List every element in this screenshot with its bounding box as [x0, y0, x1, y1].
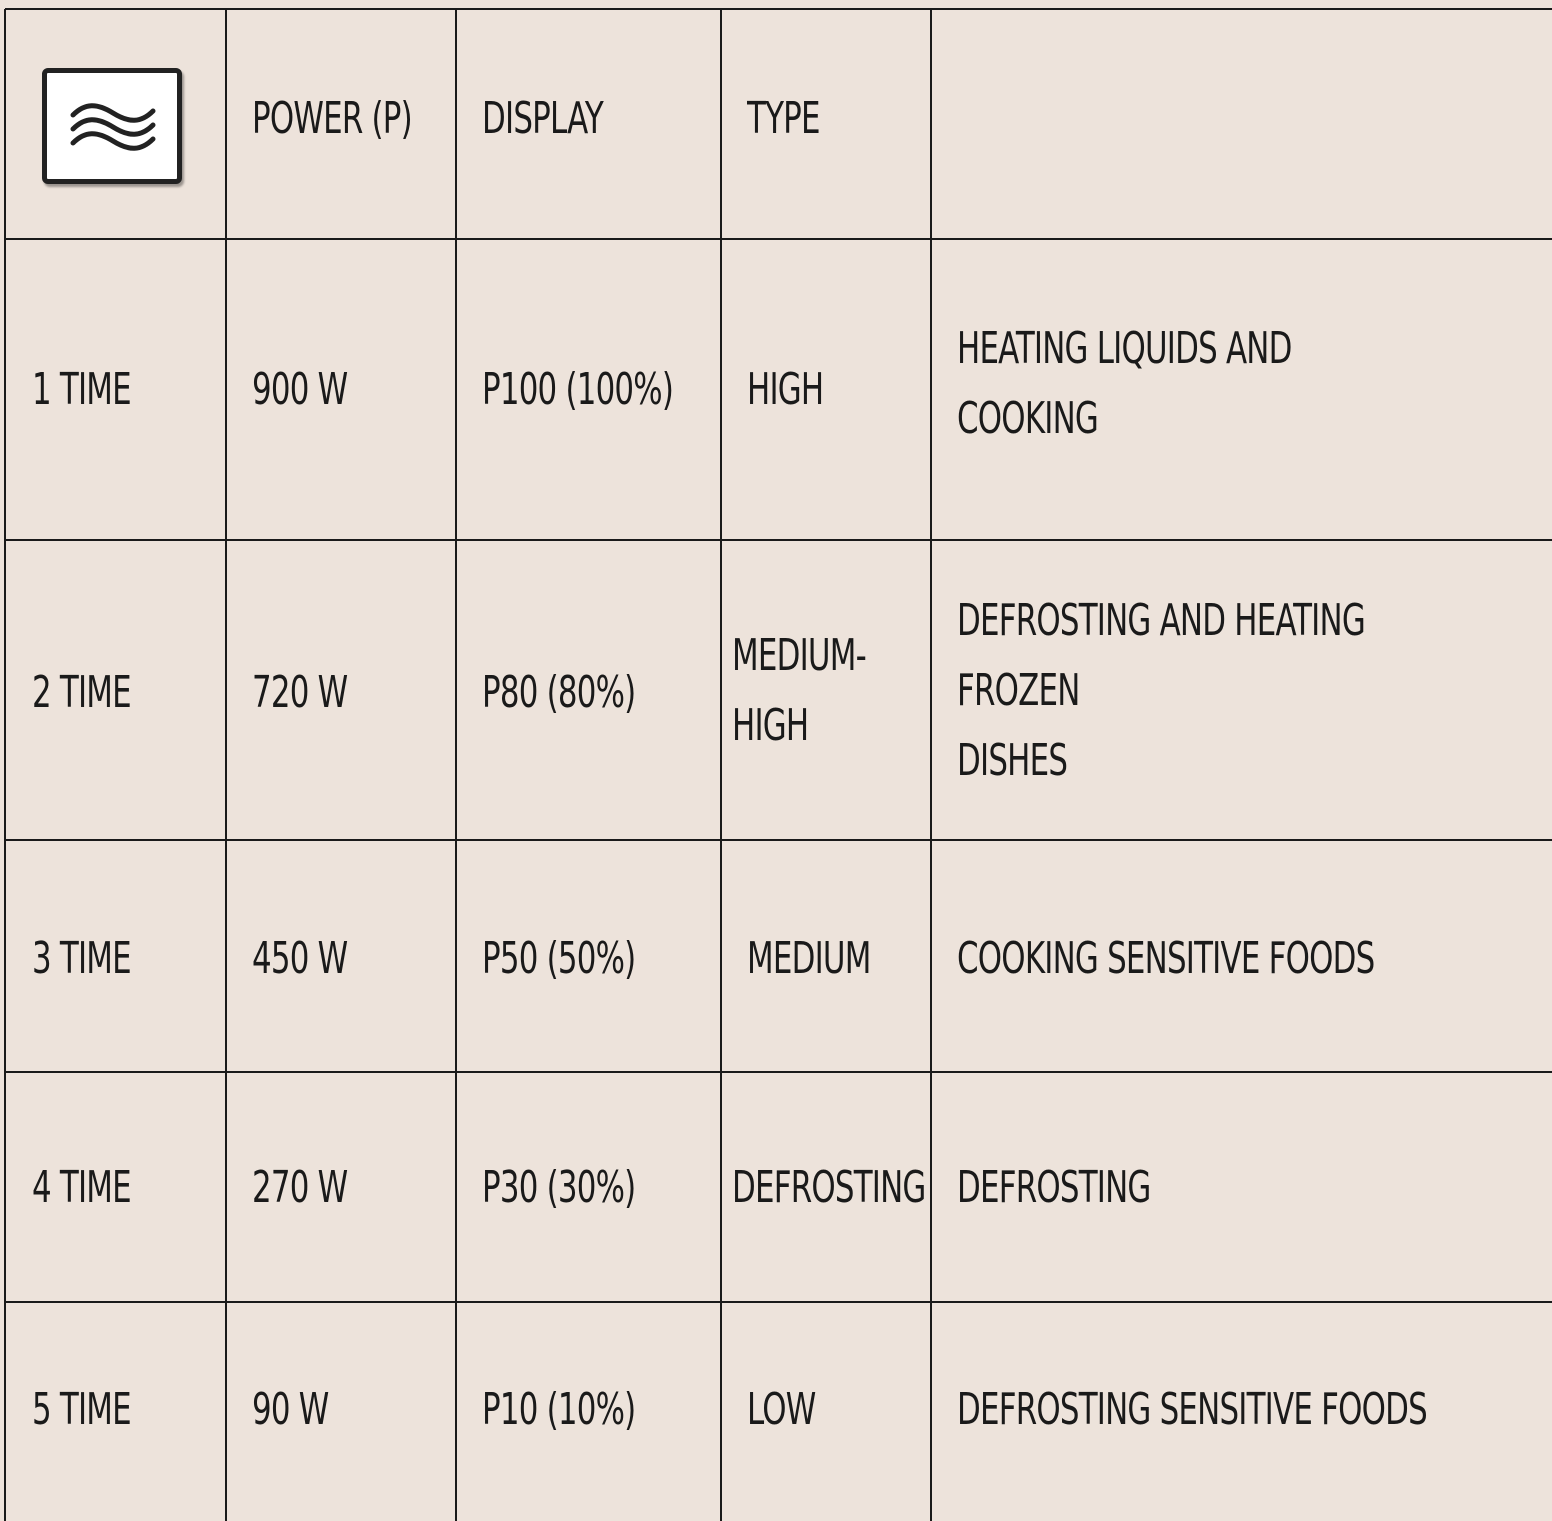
presses-text: 5 TIME: [32, 1384, 131, 1435]
display-text: P100 (100%): [482, 363, 674, 415]
header-type-label: TYPE: [747, 93, 820, 144]
row-2-use: [957, 541, 1547, 839]
display-text: P30 (30%): [482, 1162, 636, 1213]
use-text: HEATING LIQUIDS AND COOKING: [957, 322, 1292, 444]
row-1-presses: [32, 240, 222, 539]
row-4-presses: [32, 1073, 222, 1301]
row-1-power: [252, 240, 452, 539]
row-2-type: [732, 541, 928, 839]
column-divider: [930, 9, 932, 1521]
power-text: 720 W: [252, 667, 348, 718]
row-3-presses: [32, 841, 222, 1071]
row-1-type: [747, 240, 927, 539]
use-text: DEFROSTING: [957, 1162, 1151, 1213]
display-text: P50 (50%): [482, 933, 636, 984]
row-5-display: [482, 1303, 718, 1521]
type-text: HIGH: [747, 363, 824, 415]
use-text: COOKING SENSITIVE FOODS: [957, 933, 1375, 984]
row-5-power: [252, 1303, 452, 1521]
presses-text: 3 TIME: [32, 933, 131, 984]
row-2-display: [482, 541, 718, 839]
use-text: DEFROSTING SENSITIVE FOODS: [957, 1384, 1427, 1435]
display-text: P10 (10%): [482, 1384, 636, 1435]
power-text: 270 W: [252, 1162, 348, 1213]
row-4-power: [252, 1073, 452, 1301]
header-display-label: DISPLAY: [482, 93, 603, 144]
power-text: 900 W: [252, 363, 348, 415]
type-text: LOW: [747, 1384, 816, 1435]
row-3-display: [482, 841, 718, 1071]
power-text: 450 W: [252, 933, 348, 984]
display-text: P80 (80%): [482, 667, 636, 718]
presses-text: 1 TIME: [32, 363, 131, 415]
row-2-presses: [32, 541, 222, 839]
presses-text: 2 TIME: [32, 667, 131, 718]
row-4-display: [482, 1073, 718, 1301]
header-display: [482, 10, 718, 238]
type-text: DEFROSTING: [732, 1162, 926, 1213]
row-1-use: [957, 240, 1547, 539]
column-divider: [720, 9, 722, 1521]
power-text: 90 W: [252, 1384, 329, 1435]
type-text: MEDIUM- HIGH: [732, 630, 866, 751]
column-divider: [225, 9, 227, 1521]
row-5-type: [747, 1303, 927, 1521]
header-type: [747, 10, 927, 238]
header-power-label: POWER (P): [252, 93, 412, 144]
row-4-use: [957, 1073, 1547, 1301]
row-5-use: [957, 1303, 1547, 1521]
row-4-type: [732, 1073, 928, 1301]
header-power: [252, 10, 452, 238]
header-use: [957, 10, 1547, 238]
row-5-presses: [32, 1303, 222, 1521]
row-2-power: [252, 541, 452, 839]
row-3-type: [747, 841, 927, 1071]
presses-text: 4 TIME: [32, 1162, 131, 1213]
use-text: DEFROSTING AND HEATING FROZEN DISHES: [957, 595, 1365, 786]
row-1-display: [482, 240, 718, 539]
type-text: MEDIUM: [747, 933, 871, 984]
table-border-left: [4, 9, 6, 1521]
microwave-waves-icon: [42, 68, 182, 184]
column-divider: [455, 9, 457, 1521]
row-3-use: [957, 841, 1547, 1071]
row-3-power: [252, 841, 452, 1071]
